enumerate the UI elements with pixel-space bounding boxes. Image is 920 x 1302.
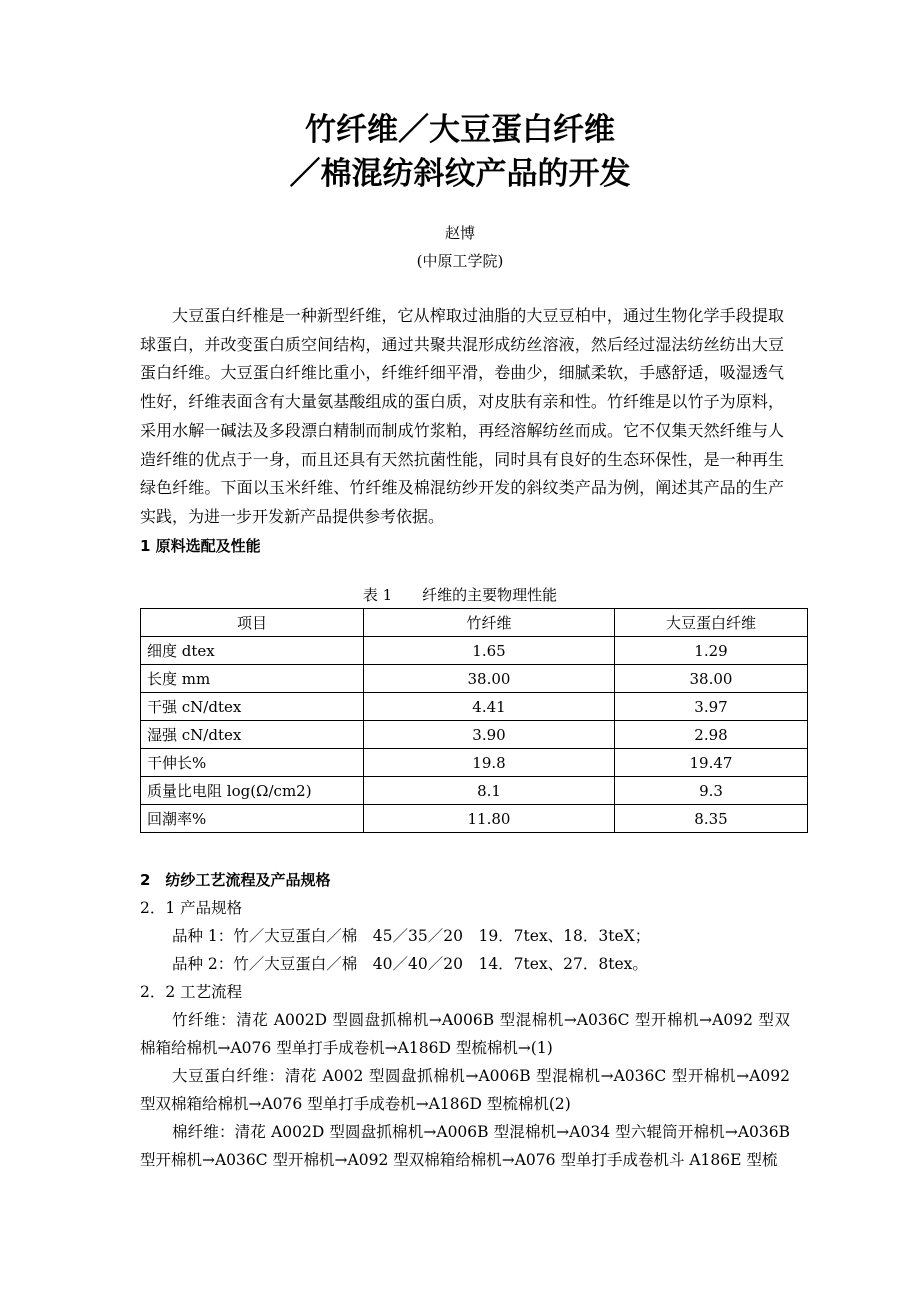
- fiber-properties-table: [140, 608, 808, 833]
- table-cell: 11.80: [364, 805, 615, 833]
- table-cell: 回潮率%: [141, 805, 364, 833]
- section-2: [140, 866, 790, 1174]
- subsection-2-1: 2．1 产品规格: [140, 899, 243, 917]
- author: 赵博: [444, 224, 475, 242]
- table-cell: 2.98: [615, 721, 808, 749]
- intro-paragraph: 大豆蛋白纤椎是一种新型纤维，它从榨取过油脂的大豆豆柏中，通过生物化学手段提取球蛋白，并改变蛋白质空间结构，通过共聚共混形成纺丝溶液，然后经过湿法纺丝纺出大豆蛋白纤维。大豆蛋白纤维比重小，纤维纤细平滑，卷曲少，细腻柔软，手感舒适，吸湿透气性好，纤维表面含有大量氨基酸组成的蛋白质，对皮肤有亲和性。竹纤维是以竹子为原料，采用水解一碱法及多段漂白精制而制成竹浆粕，再经溶解纺丝而成。它不仅集天然纤维与人造纤维的优点于一身，而且还具有天然抗菌性能，同时具有良好的生态环保性，是一种再生绿色纤维。下面以玉米纤维、竹纤维及棉混纺纱开发的斜纹类产品为例，阐述其产品的生产实践，为进一步开发新产品提供参考依据。: [140, 306, 784, 526]
- flow-soy: 大豆蛋白纤维：清花 A002 型圆盘抓棉机→A006B 型混棉机→A036C 型开棉机→A092 型双棉箱给棉机→A076 型单打手成卷机→A186D 型梳棉机(2): [140, 1067, 790, 1113]
- table-caption: 表 1 纤维的主要物理性能: [362, 586, 558, 604]
- document-title: [0, 108, 920, 196]
- variety-2: 品种 2：竹／大豆蛋白／棉 40／40／20 14．7tex、27．8tex。: [172, 955, 648, 973]
- table-row: [141, 721, 808, 749]
- title-line-2: ／棉混纺斜纹产品的开发: [289, 156, 631, 192]
- table-cell: 38.00: [364, 665, 615, 693]
- table-row: [141, 777, 808, 805]
- table-cell: 9.3: [615, 777, 808, 805]
- title-line-1: 竹纤维／大豆蛋白纤维: [305, 112, 615, 148]
- table-cell: 长度 mm: [141, 665, 364, 693]
- section-2-heading: 2 纺纱工艺流程及产品规格: [140, 871, 331, 889]
- variety-1: 品种 1：竹／大豆蛋白／棉 45／35／20 19．7tex、18．3teX；: [172, 927, 651, 945]
- table-row: [141, 637, 808, 665]
- table-cell: 19.8: [364, 749, 615, 777]
- table-row: [141, 665, 808, 693]
- flow-bamboo: 竹纤维：清花 A002D 型圆盘抓棉机→A006B 型混棉机→A036C 型开棉机→A092 型双棉箱给棉机→A076 型单打手成卷机→A186D 型梳棉机→(1): [140, 1011, 790, 1057]
- table-row: [141, 805, 808, 833]
- intro-section: [140, 302, 784, 560]
- section-1-heading: 1 原料选配及性能: [140, 536, 261, 555]
- table-cell: 3.97: [615, 693, 808, 721]
- table-cell: 8.35: [615, 805, 808, 833]
- header-cell: 大豆蛋白纤维: [615, 609, 808, 637]
- table-cell: 质量比电阻 log(Ω/cm2): [141, 777, 364, 805]
- table-cell: 干伸长%: [141, 749, 364, 777]
- table-cell: 湿强 cN/dtex: [141, 721, 364, 749]
- flow-cotton: 棉纤维：清花 A002D 型圆盘抓棉机→A006B 型混棉机→A034 型六辊筒开棉机→A036B 型开棉机→A036C 型开棉机→A092 型双棉箱给棉机→A076 型单打手成卷机斗 A186E 型梳: [140, 1123, 790, 1169]
- header-cell: 竹纤维: [364, 609, 615, 637]
- table-cell: 1.65: [364, 637, 615, 665]
- table-cell: 8.1: [364, 777, 615, 805]
- table-row: [141, 749, 808, 777]
- table-row: [141, 693, 808, 721]
- table-cell: 干强 cN/dtex: [141, 693, 364, 721]
- table-cell: 1.29: [615, 637, 808, 665]
- header-cell: 项目: [141, 609, 364, 637]
- table-header-row: [141, 609, 808, 637]
- table-cell: 38.00: [615, 665, 808, 693]
- table-cell: 4.41: [364, 693, 615, 721]
- affiliation: (中原工学院): [416, 252, 504, 270]
- table-cell: 19.47: [615, 749, 808, 777]
- table-cell: 细度 dtex: [141, 637, 364, 665]
- table-cell: 3.90: [364, 721, 615, 749]
- subsection-2-2: 2．2 工艺流程: [140, 983, 243, 1001]
